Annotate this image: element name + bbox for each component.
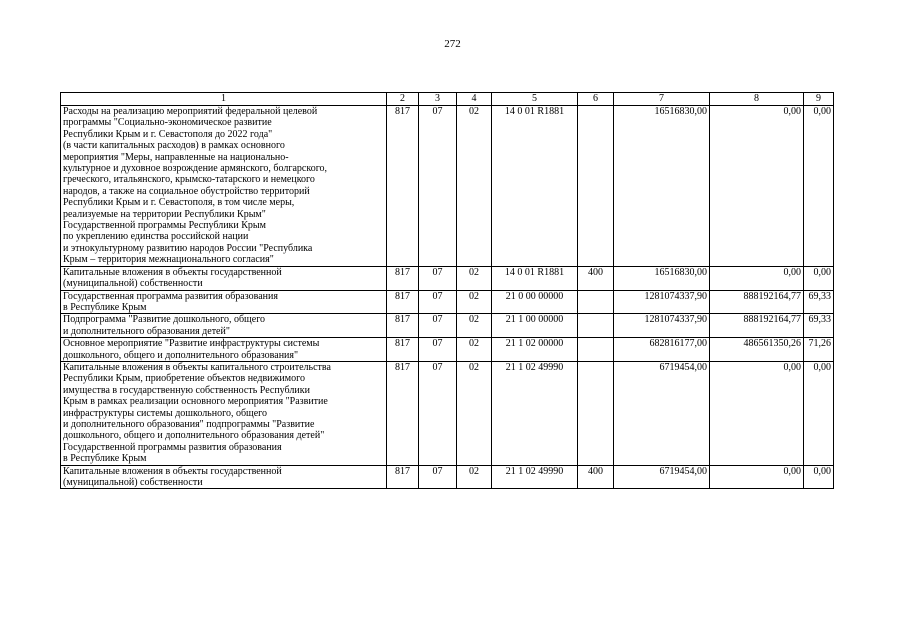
executed-amount-cell: 0,00 bbox=[710, 106, 804, 267]
executed-amount-cell: 888192164,77 bbox=[710, 314, 804, 338]
target-article-cell: 21 1 02 49990 bbox=[492, 361, 578, 465]
subsection-cell: 02 bbox=[457, 361, 492, 465]
planned-amount-cell: 6719454,00 bbox=[614, 465, 710, 489]
table-row bbox=[61, 338, 834, 362]
percent-cell: 69,33 bbox=[804, 290, 834, 314]
executed-amount-cell: 888192164,77 bbox=[710, 290, 804, 314]
section-cell: 07 bbox=[419, 338, 457, 362]
planned-amount-cell: 682816177,00 bbox=[614, 338, 710, 362]
page-number: 272 bbox=[444, 38, 461, 50]
subsection-cell: 02 bbox=[457, 314, 492, 338]
ministry-code-cell: 817 bbox=[387, 106, 419, 267]
planned-amount-cell: 16516830,00 bbox=[614, 266, 710, 290]
header-cell-6: 6 bbox=[578, 93, 614, 106]
header-cell-3: 3 bbox=[419, 93, 457, 106]
ministry-code-cell: 817 bbox=[387, 338, 419, 362]
percent-cell: 0,00 bbox=[804, 465, 834, 489]
table-row bbox=[61, 465, 834, 489]
executed-amount-cell: 0,00 bbox=[710, 361, 804, 465]
planned-amount-cell: 6719454,00 bbox=[614, 361, 710, 465]
expense-type-cell bbox=[578, 338, 614, 362]
executed-amount-cell: 486561350,26 bbox=[710, 338, 804, 362]
percent-cell: 71,26 bbox=[804, 338, 834, 362]
section-cell: 07 bbox=[419, 290, 457, 314]
ministry-code-cell: 817 bbox=[387, 361, 419, 465]
ministry-code-cell: 817 bbox=[387, 465, 419, 489]
target-article-cell: 14 0 01 R1881 bbox=[492, 266, 578, 290]
row-name-cell: Расходы на реализацию мероприятий федеральной целевой программы "Социально-экономическое развитие Республики Крым и г. Севастополя до 2022 года" (в части капитальных расходов) в рамках основного мероприятия "Меры, направленные на национально- культурное и духовное возрождение армянского, болгарского, греческого, итальянского, крымско-татарского и немецкого народов, а также на социальное обустройство территорий Республики Крым и г. Севастополя, в том числе меры, реализуемые на территории Республики Крым" Государственной программы Республики Крым по укреплению единства российской нации и этнокультурному развитию народов России "Республика Крым – территория межнационального согласия" bbox=[61, 106, 387, 267]
header-cell-8: 8 bbox=[710, 93, 804, 106]
target-article-cell: 21 1 00 00000 bbox=[492, 314, 578, 338]
percent-cell: 0,00 bbox=[804, 361, 834, 465]
table-body bbox=[61, 106, 834, 489]
section-cell: 07 bbox=[419, 106, 457, 267]
row-name-cell: Подпрограмма "Развитие дошкольного, общего и дополнительного образования детей" bbox=[61, 314, 387, 338]
target-article-cell: 21 1 02 49990 bbox=[492, 465, 578, 489]
subsection-cell: 02 bbox=[457, 290, 492, 314]
expense-type-cell bbox=[578, 290, 614, 314]
target-article-cell: 14 0 01 R1881 bbox=[492, 106, 578, 267]
target-article-cell: 21 1 02 00000 bbox=[492, 338, 578, 362]
expense-type-cell: 400 bbox=[578, 266, 614, 290]
row-name-cell: Государственная программа развития образования в Республике Крым bbox=[61, 290, 387, 314]
section-cell: 07 bbox=[419, 465, 457, 489]
expense-type-cell: 400 bbox=[578, 465, 614, 489]
ministry-code-cell: 817 bbox=[387, 290, 419, 314]
row-name-cell: Капитальные вложения в объекты государственной (муниципальной) собственности bbox=[61, 465, 387, 489]
row-name-cell: Капитальные вложения в объекты государственной (муниципальной) собственности bbox=[61, 266, 387, 290]
planned-amount-cell: 1281074337,90 bbox=[614, 314, 710, 338]
executed-amount-cell: 0,00 bbox=[710, 465, 804, 489]
header-cell-4: 4 bbox=[457, 93, 492, 106]
section-cell: 07 bbox=[419, 266, 457, 290]
section-cell: 07 bbox=[419, 361, 457, 465]
row-name-cell: Капитальные вложения в объекты капитального строительства Республики Крым, приобретение объектов недвижимого имущества в государственную собственность Республики Крым в рамках реализации основного мероприятия "Развитие инфраструктуры системы дошкольного, общего и дополнительного образования" подпрограммы "Развитие дошкольного, общего и дополнительного образования детей" Государственной программы развития образования в Республике Крым bbox=[61, 361, 387, 465]
percent-cell: 0,00 bbox=[804, 106, 834, 267]
percent-cell: 69,33 bbox=[804, 314, 834, 338]
table-row bbox=[61, 290, 834, 314]
expense-type-cell bbox=[578, 106, 614, 267]
table-row bbox=[61, 314, 834, 338]
ministry-code-cell: 817 bbox=[387, 314, 419, 338]
target-article-cell: 21 0 00 00000 bbox=[492, 290, 578, 314]
planned-amount-cell: 16516830,00 bbox=[614, 106, 710, 267]
ministry-code-cell: 817 bbox=[387, 266, 419, 290]
header-cell-2: 2 bbox=[387, 93, 419, 106]
table-row bbox=[61, 266, 834, 290]
subsection-cell: 02 bbox=[457, 106, 492, 267]
percent-cell: 0,00 bbox=[804, 266, 834, 290]
header-row bbox=[61, 93, 834, 106]
subsection-cell: 02 bbox=[457, 465, 492, 489]
header-cell-1: 1 bbox=[61, 93, 387, 106]
header-cell-7: 7 bbox=[614, 93, 710, 106]
header-cell-5: 5 bbox=[492, 93, 578, 106]
table-row bbox=[61, 106, 834, 267]
planned-amount-cell: 1281074337,90 bbox=[614, 290, 710, 314]
table-header bbox=[61, 93, 834, 106]
executed-amount-cell: 0,00 bbox=[710, 266, 804, 290]
budget-table bbox=[60, 92, 834, 489]
expense-type-cell bbox=[578, 361, 614, 465]
row-name-cell: Основное мероприятие "Развитие инфраструктуры системы дошкольного, общего и дополнительного образования" bbox=[61, 338, 387, 362]
table-row bbox=[61, 361, 834, 465]
section-cell: 07 bbox=[419, 314, 457, 338]
expense-type-cell bbox=[578, 314, 614, 338]
header-cell-9: 9 bbox=[804, 93, 834, 106]
subsection-cell: 02 bbox=[457, 338, 492, 362]
subsection-cell: 02 bbox=[457, 266, 492, 290]
